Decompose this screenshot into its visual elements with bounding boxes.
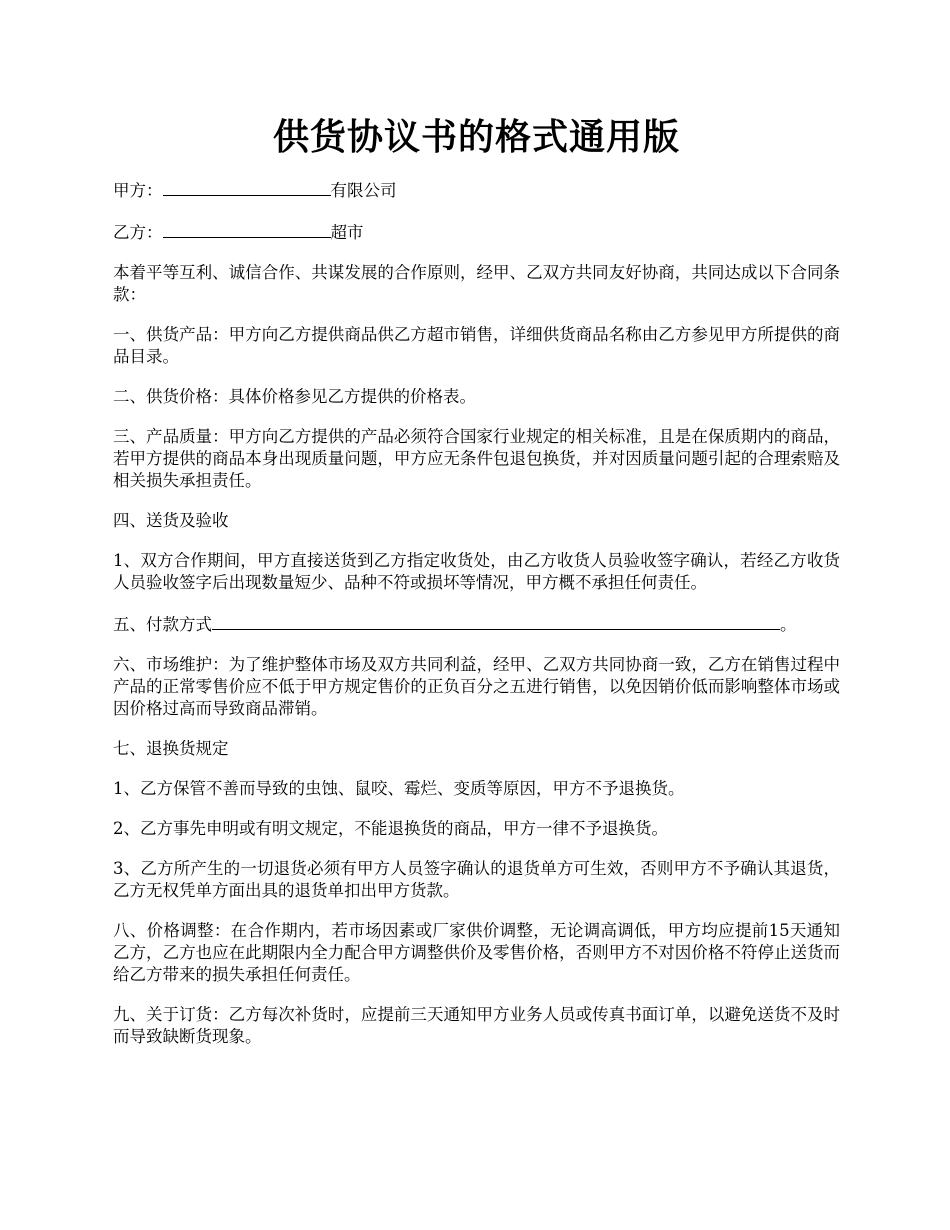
- party-b-blank: [163, 220, 331, 238]
- clause-7-item-1: 1、乙方保管不善而导致的虫蚀、鼠咬、霉烂、变质等原因，甲方不予退换货。: [113, 779, 685, 798]
- clause-7-item-2: 2、乙方事先申明或有明文规定，不能退换货的商品，甲方一律不予退换货。: [113, 819, 668, 838]
- party-a-line: [113, 178, 840, 202]
- party-b-suffix: 超市: [330, 223, 364, 242]
- clause-5-label: 五、付款方式: [113, 615, 212, 634]
- party-a-blank: [163, 178, 331, 196]
- clause-9: 九、关于订货：乙方每次补货时，应提前三天通知甲方业务人员或传真书面订单，以避免送货不及时而导致缺断货现象。: [113, 1005, 840, 1046]
- party-a-label: 甲方：: [113, 181, 163, 200]
- clause-7-heading: 七、退换货规定: [113, 739, 229, 758]
- document-body: [113, 178, 840, 1066]
- clause-7-item-3: 3、乙方所产生的一切退货必须有甲方人员签字确认的退货单方可生效，否则甲方不予确认其退货，乙方无权凭单方面出具的退货单扣出甲方货款。: [113, 859, 840, 900]
- clause-5: [113, 612, 840, 636]
- clause-2: 二、供货价格：具体价格参见乙方提供的价格表。: [113, 387, 476, 406]
- clause-4-item-1: 1、双方合作期间，甲方直接送货到乙方指定收货处，由乙方收货人员验收签字确认，若经乙方收货人员验收签字后出现数量短少、品种不符或损坏等情况，甲方概不承担任何责任。: [113, 551, 840, 592]
- clause-3: 三、产品质量：甲方向乙方提供的产品必须符合国家行业规定的相关标准，且是在保质期内的商品，若甲方提供的商品本身出现质量问题，甲方应无条件包退包换货，并对因质量问题引起的合理索赔及相关损失承担责任。: [113, 427, 840, 490]
- intro-paragraph: 本着平等互利、诚信合作、共谋发展的合作原则，经甲、乙双方共同友好协商，共同达成以下合同条款：: [113, 263, 840, 304]
- clause-6: 六、市场维护：为了维护整体市场及双方共同利益，经甲、乙双方共同协商一致，乙方在销售过程中产品的正常零售价应不低于甲方规定售价的正负百分之五进行销售，以免因销价低而影响整体市场或因价格过高而导致商品滞销。: [113, 655, 840, 718]
- party-b-line: [113, 220, 840, 244]
- clause-1: 一、供货产品：甲方向乙方提供商品供乙方超市销售，详细供货商品名称由乙方参见甲方所提供的商品目录。: [113, 325, 840, 366]
- payment-method-blank: [212, 612, 780, 630]
- party-b-label: 乙方：: [113, 223, 163, 242]
- party-a-suffix: 有限公司: [330, 181, 397, 200]
- document-title: 供货协议书的格式通用版: [272, 116, 680, 158]
- clause-8: 八、价格调整：在合作期内，若市场因素或厂家供价调整，无论调高调低，甲方均应提前15天通知乙方，乙方也应在此期限内全力配合甲方调整供价及零售价格，否则甲方不对因价格不符停止送货而给乙方带来的损失承担任何责任。: [113, 921, 840, 984]
- clause-4-heading: 四、送货及验收: [113, 511, 229, 530]
- clause-5-suffix: 。: [780, 615, 797, 634]
